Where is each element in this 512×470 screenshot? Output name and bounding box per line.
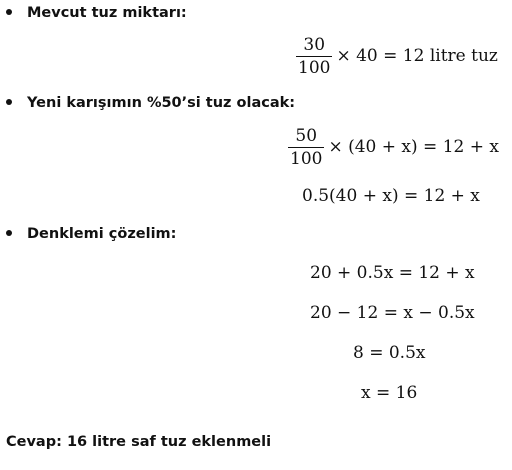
answer-text: Cevap: 16 litre saf tuz eklenmeli [6, 434, 272, 450]
equation-simplified: 0.5(40 + x) = 12 + x [302, 186, 480, 206]
equation-rest: × 40 = 12 litre tuz [336, 46, 498, 66]
equation-step-2: 20 − 12 = x − 0.5x [310, 303, 475, 323]
equation-step-4: x = 16 [361, 383, 418, 403]
fraction [296, 36, 332, 77]
fraction-numerator: 30 [303, 35, 326, 55]
bullet-label: Yeni karışımın %50’si tuz olacak: [27, 95, 296, 111]
fraction-denominator: 100 [290, 149, 323, 169]
bullet-current-salt [6, 3, 187, 23]
equation-step-3: 8 = 0.5x [353, 343, 426, 363]
bullet-new-mixture [6, 93, 295, 113]
bullet-dot-icon [6, 230, 12, 236]
fraction [288, 127, 324, 168]
bullet-dot-icon [6, 99, 12, 105]
bullet-dot-icon [6, 9, 12, 15]
fraction-denominator: 100 [298, 58, 331, 78]
fraction-numerator: 50 [295, 126, 318, 146]
equation-step-1: 20 + 0.5x = 12 + x [310, 263, 475, 283]
bullet-label: Denklemi çözelim: [27, 226, 177, 242]
bullet-solve [6, 224, 176, 244]
equation-new-mixture [288, 127, 499, 168]
bullet-label: Mevcut tuz miktarı: [27, 5, 187, 21]
equation-current-salt [296, 36, 498, 77]
equation-rest: × (40 + x) = 12 + x [328, 137, 499, 157]
